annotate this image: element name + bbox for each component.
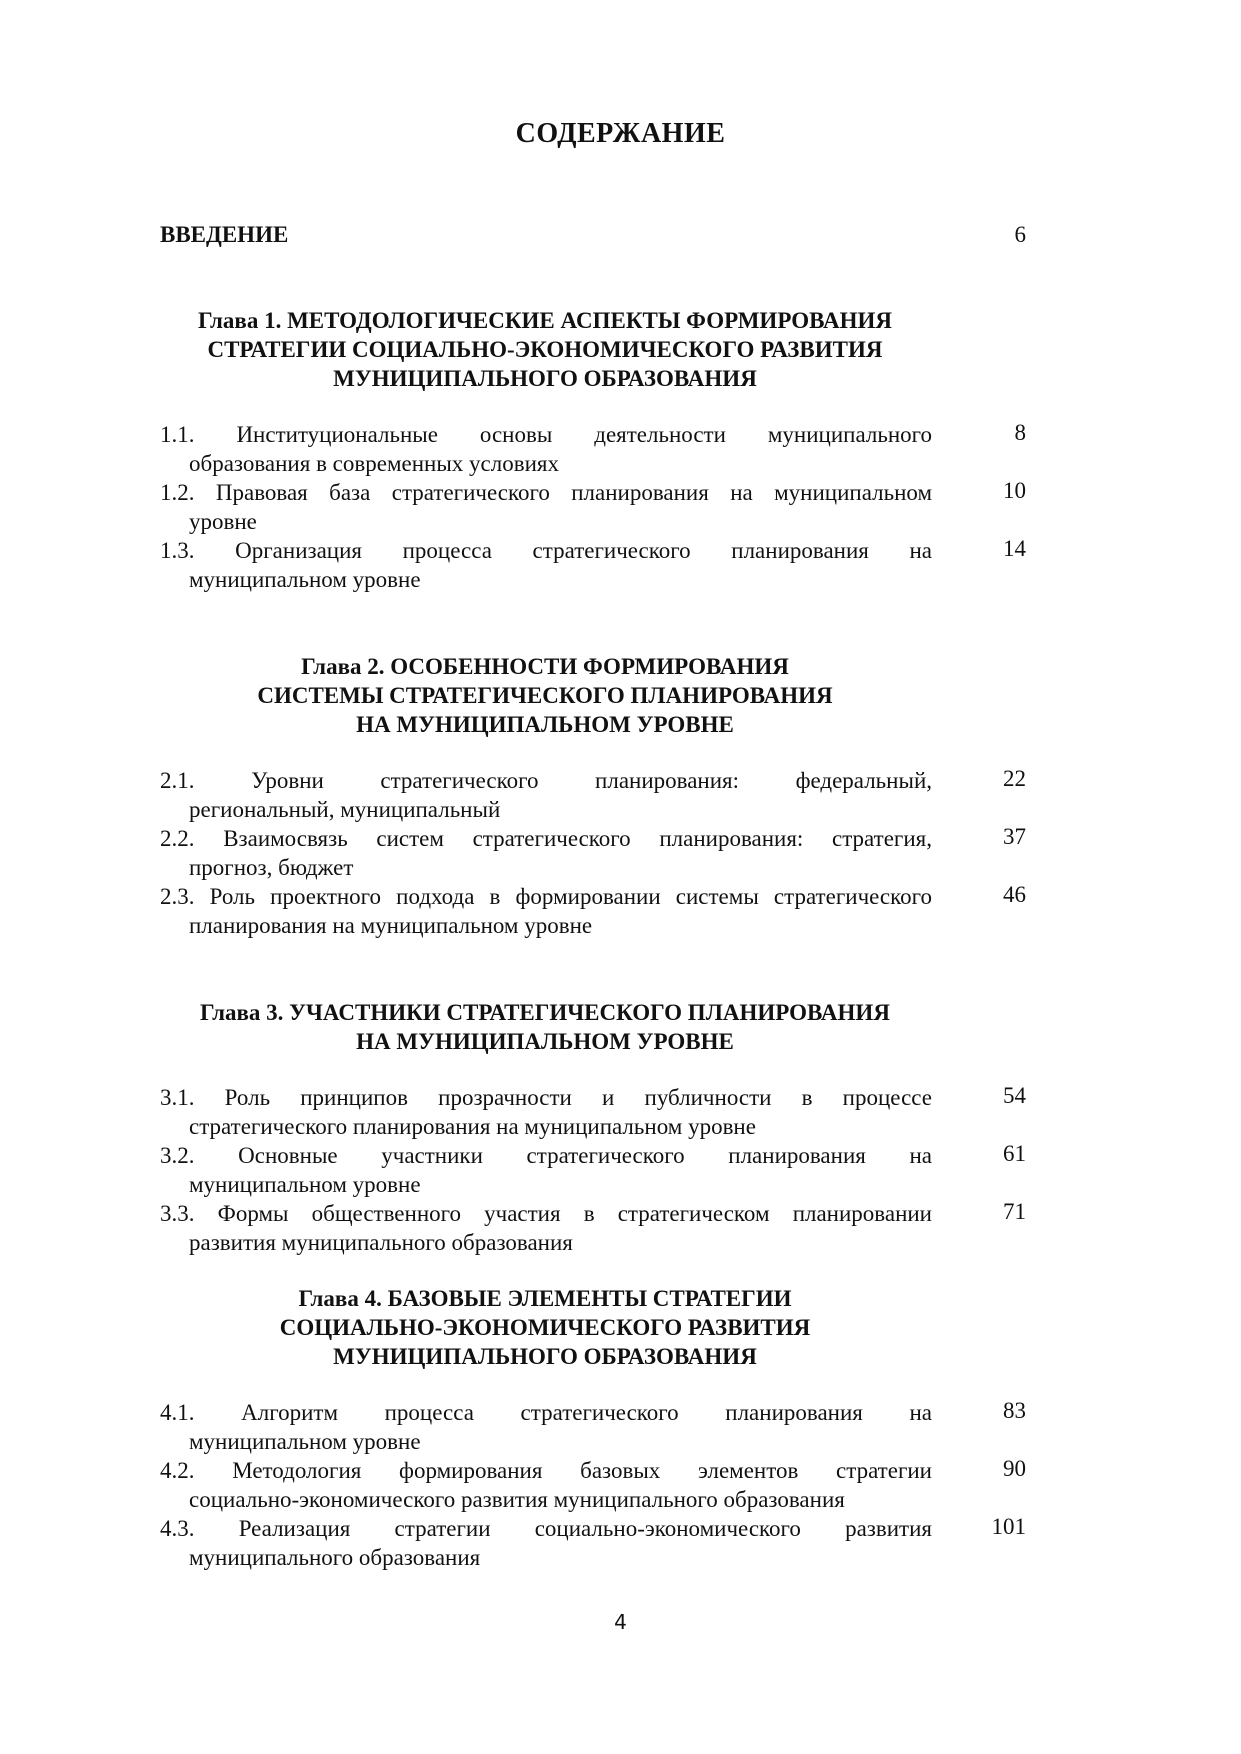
toc-entry-continuation: муниципальном уровне xyxy=(189,567,421,592)
toc-entry-continuation: муниципальном уровне xyxy=(189,1172,421,1197)
page-title: СОДЕРЖАНИЕ xyxy=(515,118,726,149)
toc-entry-continuation: уровне xyxy=(189,509,257,534)
introduction-label: ВВЕДЕНИЕ xyxy=(160,222,289,247)
toc-entry-2-1 xyxy=(160,766,932,824)
toc-entry-continuation: муниципальном уровне xyxy=(189,1429,421,1454)
toc-entry-text: 4.3. Реализация стратегии социально-экономического развития xyxy=(160,1516,932,1541)
footer-page-number: 4 xyxy=(614,1610,627,1634)
toc-entry-continuation: прогноз, бюджет xyxy=(189,855,354,880)
toc-entry-continuation: муниципального образования xyxy=(189,1545,481,1570)
toc-entry-continuation: планирования на муниципальном уровне xyxy=(189,913,593,938)
toc-entry-1-2 xyxy=(160,478,932,536)
toc-entry-text: 2.3. Роль проектного подхода в формировании системы стратегического xyxy=(160,884,932,909)
chapter-heading-line: Глава 3. УЧАСТНИКИ СТРАТЕГИЧЕСКОГО ПЛАНИРОВАНИЯ xyxy=(200,1000,890,1025)
chapter-heading-line: НА МУНИЦИПАЛЬНОМ УРОВНЕ xyxy=(356,712,734,737)
toc-entry-3-3 xyxy=(160,1199,932,1257)
toc-entry-text: 2.2. Взаимосвязь систем стратегического планирования: стратегия, xyxy=(160,826,932,851)
toc-entry-page-number: 90 xyxy=(1003,1456,1026,1481)
chapter-heading-line: Глава 4. БАЗОВЫЕ ЭЛЕМЕНТЫ СТРАТЕГИИ xyxy=(298,1286,792,1311)
toc-entry-text: 1.3. Организация процесса стратегического планирования на xyxy=(160,538,932,563)
toc-entry-text: 1.2. Правовая база стратегического планирования на муниципальном xyxy=(160,480,932,505)
toc-entry-continuation: региональный, муниципальный xyxy=(189,797,501,822)
chapter-heading-line: Глава 1. МЕТОДОЛОГИЧЕСКИЕ АСПЕКТЫ ФОРМИРОВАНИЯ xyxy=(197,308,893,333)
toc-entry-page-number: 37 xyxy=(1003,824,1026,849)
toc-entry-4-2 xyxy=(160,1456,932,1514)
toc-entry-page-number: 71 xyxy=(1003,1199,1026,1224)
chapter-heading-line: МУНИЦИПАЛЬНОГО ОБРАЗОВАНИЯ xyxy=(333,1344,757,1369)
toc-entry-1-1 xyxy=(160,420,932,478)
toc-entry-3-2 xyxy=(160,1141,932,1199)
chapter-heading-line: МУНИЦИПАЛЬНОГО ОБРАЗОВАНИЯ xyxy=(333,366,757,391)
toc-entry-page-number: 54 xyxy=(1003,1083,1026,1108)
toc-entry-continuation: образования в современных условиях xyxy=(189,451,559,476)
chapter-heading-line: СИСТЕМЫ СТРАТЕГИЧЕСКОГО ПЛАНИРОВАНИЯ xyxy=(257,683,833,708)
toc-entry-continuation: развития муниципального образования xyxy=(189,1230,573,1255)
toc-entry-page-number: 14 xyxy=(1003,536,1026,561)
toc-entry-continuation: стратегического планирования на муниципальном уровне xyxy=(189,1114,756,1139)
chapter-1-heading xyxy=(160,306,930,393)
toc-entry-continuation: социально-экономического развития муниципального образования xyxy=(189,1487,845,1512)
toc-entry-3-1 xyxy=(160,1083,932,1141)
chapter-heading-line: СТРАТЕГИИ СОЦИАЛЬНО-ЭКОНОМИЧЕСКОГО РАЗВИТИЯ xyxy=(207,337,883,362)
chapter-heading-line: СОЦИАЛЬНО-ЭКОНОМИЧЕСКОГО РАЗВИТИЯ xyxy=(279,1315,811,1340)
toc-entry-text: 3.2. Основные участники стратегического планирования на xyxy=(160,1143,932,1168)
toc-entry-page-number: 46 xyxy=(1003,882,1026,907)
toc-entry-page-number: 101 xyxy=(991,1514,1026,1539)
chapter-heading-line: НА МУНИЦИПАЛЬНОМ УРОВНЕ xyxy=(356,1029,734,1054)
toc-entry-4-3 xyxy=(160,1514,932,1572)
toc-entry-text: 3.1. Роль принципов прозрачности и публичности в процессе xyxy=(160,1085,932,1110)
toc-entry-1-3 xyxy=(160,536,932,594)
toc-entry-text: 3.3. Формы общественного участия в стратегическом планировании xyxy=(160,1201,932,1226)
toc-entry-4-1 xyxy=(160,1398,932,1456)
toc-entry-text: 2.1. Уровни стратегического планирования: федеральный, xyxy=(160,768,932,793)
toc-entry-text: 4.2. Методология формирования базовых элементов стратегии xyxy=(160,1458,932,1483)
toc-entry-page-number: 83 xyxy=(1003,1398,1026,1423)
toc-entry-page-number: 10 xyxy=(1003,478,1026,503)
toc-entry-2-3 xyxy=(160,882,932,940)
toc-entry-page-number: 8 xyxy=(1014,420,1026,445)
introduction-page-number: 6 xyxy=(1014,222,1026,247)
chapter-2-heading xyxy=(160,652,930,739)
toc-entry-page-number: 61 xyxy=(1003,1141,1026,1166)
toc-entry-page-number: 22 xyxy=(1003,766,1026,791)
chapter-heading-line: Глава 2. ОСОБЕННОСТИ ФОРМИРОВАНИЯ xyxy=(301,654,789,679)
toc-entry-2-2 xyxy=(160,824,932,882)
chapter-3-heading xyxy=(160,998,930,1056)
toc-entry-text: 4.1. Алгоритм процесса стратегического планирования на xyxy=(160,1400,932,1425)
toc-entry-text: 1.1. Институциональные основы деятельности муниципального xyxy=(160,422,932,447)
chapter-4-heading xyxy=(160,1284,930,1371)
